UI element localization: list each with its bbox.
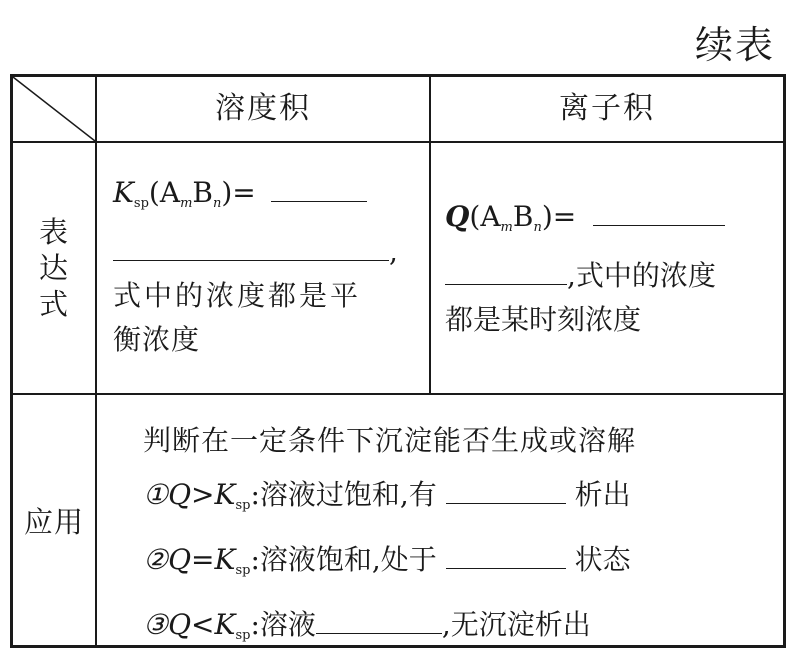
q-blank-line [445, 254, 779, 298]
q-paren-open: (A [469, 200, 501, 233]
ksp-k-subscript: sp [133, 196, 149, 211]
q-expression-cell [445, 195, 779, 342]
continued-label: 续表 [694, 23, 775, 67]
item3-prefix: ③Q<K [143, 608, 236, 641]
header-q: 离子积 [559, 91, 655, 126]
q-symbol: Q [445, 200, 470, 233]
q-b-letter: B [512, 200, 534, 233]
ksp-paren-close: )= [221, 176, 256, 209]
item2-text-before: :溶液饱和,处于 [250, 543, 437, 576]
item1-prefix: ①Q>K [143, 478, 236, 511]
ksp-note-line-1: 式中的浓度都是平 [113, 279, 362, 312]
ksp-b-letter: B [192, 176, 213, 209]
label-column-divider [95, 77, 97, 645]
ksp-formula-line [113, 171, 421, 226]
q-note-line-1: ,式中的浓度 [567, 259, 716, 292]
q-m-subscript: m [500, 220, 513, 235]
item1-blank[interactable] [446, 473, 566, 504]
q-blank-2[interactable] [445, 254, 567, 285]
application-item-1 [143, 473, 773, 528]
ksp-blank-line [113, 230, 421, 274]
item1-sub: sp [235, 498, 251, 513]
ksp-note-line-2: 衡浓度 [113, 323, 201, 356]
header-divider [13, 141, 783, 143]
item2-sub: sp [235, 563, 251, 578]
header-ksp: 溶度积 [215, 91, 311, 126]
item3-sub: sp [235, 628, 251, 643]
row-label-expression [13, 143, 95, 393]
row-label-application [13, 395, 95, 645]
item3-blank[interactable] [316, 603, 442, 634]
ksp-expression-cell [113, 171, 421, 362]
q-formula-line [445, 195, 779, 250]
ksp-n-subscript: n [212, 196, 222, 211]
ksp-blank-2[interactable] [113, 230, 389, 261]
row-divider [13, 393, 783, 395]
ksp-k-symbol: K [113, 176, 134, 209]
row-label-application-text: 应用 [23, 504, 84, 539]
q-paren-close: )= [541, 200, 577, 233]
item3-text-after: ,无沉淀析出 [441, 608, 591, 641]
application-cell [143, 419, 773, 658]
ksp-blank-1[interactable] [271, 171, 367, 202]
item2-prefix: ②Q=K [143, 543, 236, 576]
item3-text-before: :溶液 [250, 608, 316, 641]
item2-text-after: 状态 [574, 543, 631, 576]
application-item-3 [143, 603, 773, 658]
ksp-comma: , [389, 235, 398, 268]
item1-text-before: :溶液过饱和,有 [250, 478, 437, 511]
comparison-table [10, 74, 786, 648]
item2-blank[interactable] [446, 538, 566, 569]
application-intro: 判断在一定条件下沉淀能否生成或溶解 [143, 424, 637, 457]
application-item-2 [143, 538, 773, 593]
row-label-expression-text: 表达式 [38, 215, 69, 321]
ksp-paren-open: (A [148, 176, 181, 209]
ksp-m-subscript: m [180, 196, 193, 211]
q-n-subscript: n [533, 220, 542, 235]
q-note-line-2: 都是某时刻浓度 [445, 303, 642, 336]
diagonal-corner-line [13, 77, 95, 141]
q-blank-1[interactable] [593, 195, 725, 226]
item1-text-after: 析出 [574, 478, 631, 511]
